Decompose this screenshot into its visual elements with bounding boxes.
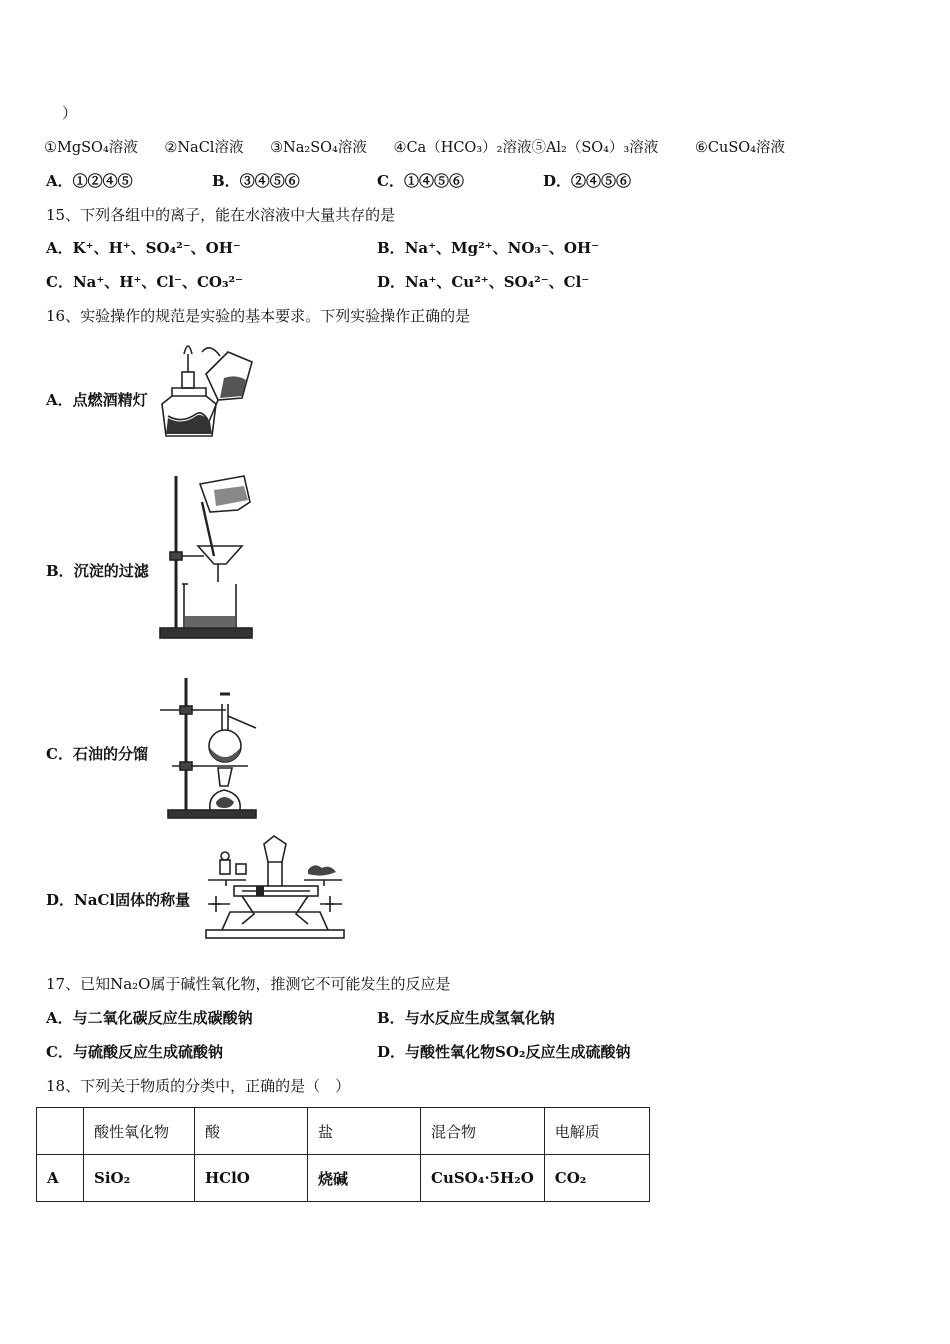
q14-option-a[interactable] [46, 170, 133, 191]
header-cell: 电解质 [544, 1108, 649, 1155]
table-row [37, 1155, 650, 1202]
q16-option-b[interactable] [46, 560, 149, 581]
q15-option-c[interactable] [46, 271, 243, 292]
q14-items [44, 136, 785, 157]
q17-option-b[interactable] [377, 1007, 555, 1028]
option-text: Na⁺、H⁺、Cl⁻、CO₃²⁻ [72, 273, 244, 291]
q15-option-b[interactable] [377, 237, 599, 258]
option-text: ①④⑤⑥ [403, 172, 464, 190]
q17-option-d[interactable] [377, 1041, 631, 1062]
option-label: D． [543, 172, 572, 190]
q15-option-d[interactable] [377, 271, 589, 292]
distillation-figure [158, 676, 262, 820]
option-label: A． [46, 391, 73, 409]
option-label: D． [377, 1043, 406, 1061]
option-text: 与硫酸反应生成硫酸钠 [72, 1043, 223, 1061]
header-cell: 酸 [195, 1108, 308, 1155]
option-label: A． [46, 239, 73, 257]
header-cell: 混合物 [421, 1108, 545, 1155]
option-label: B． [377, 239, 405, 257]
option-label: A． [46, 172, 73, 190]
option-label: C． [377, 172, 404, 190]
option-text: Na⁺、Cu²⁺、SO₄²⁻、Cl⁻ [405, 273, 590, 291]
q15-option-a[interactable] [46, 237, 241, 258]
q14-item: ①MgSO₄溶液 [44, 140, 138, 156]
header-cell: 酸性氧化物 [84, 1108, 195, 1155]
option-label: B． [377, 1009, 405, 1027]
q16-option-a[interactable] [46, 389, 148, 410]
table-header-row [37, 1108, 650, 1155]
table-cell: 烧碱 [308, 1155, 421, 1202]
q14-option-d[interactable] [543, 170, 631, 191]
table-cell: HClO [195, 1155, 308, 1202]
option-text: K⁺、H⁺、SO₄²⁻、OH⁻ [72, 239, 241, 257]
header-cell: 盐 [308, 1108, 421, 1155]
alcohol-lamp-lighting-figure [158, 334, 256, 440]
q14-option-b[interactable] [212, 170, 300, 191]
table-cell: A [37, 1155, 84, 1202]
q14-item: ⑥CuSO₄溶液 [694, 140, 785, 156]
option-label: C． [46, 1043, 73, 1061]
table-cell: CuSO₄·5H₂O [421, 1155, 545, 1202]
option-text: 与二氧化碳反应生成碳酸钠 [72, 1009, 253, 1027]
q14-option-c[interactable] [377, 170, 464, 191]
option-label: C． [46, 273, 73, 291]
option-text: ①②④⑤ [72, 172, 133, 190]
q15-stem: 15、下列各组中的离子，能在水溶液中大量共存的是 [46, 206, 396, 224]
q14-item: ②NaCl溶液 [164, 140, 244, 156]
option-text: 沉淀的过滤 [73, 562, 149, 580]
q14-item: ③Na₂SO₄溶液 [270, 140, 367, 156]
q16-option-c[interactable] [46, 743, 148, 764]
option-text: 与水反应生成氢氧化钠 [404, 1009, 555, 1027]
option-text: 与酸性氧化物SO₂反应生成硫酸钠 [405, 1043, 631, 1061]
table-cell: CO₂ [544, 1155, 649, 1202]
option-text: Na⁺、Mg²⁺、NO₃⁻、OH⁻ [404, 239, 600, 257]
q17-option-c[interactable] [46, 1041, 223, 1062]
q14-tail: ） [62, 104, 78, 122]
q17-stem: 17、已知Na₂O属于碱性氧化物，推测它不可能发生的反应是 [46, 975, 451, 993]
option-label: C． [46, 745, 73, 763]
q17-option-a[interactable] [46, 1007, 253, 1028]
classification-table [36, 1107, 650, 1202]
q18-stem: 18、下列关于物质的分类中，正确的是（ ） [46, 1077, 351, 1095]
option-label: A． [46, 1009, 73, 1027]
option-label: B． [212, 172, 240, 190]
option-text: ②④⑤⑥ [571, 172, 632, 190]
q16-option-d[interactable] [46, 889, 190, 910]
balance-scale-figure [202, 834, 348, 940]
header-cell [37, 1108, 84, 1155]
option-label: D． [377, 273, 406, 291]
option-text: 点燃酒精灯 [72, 391, 148, 409]
option-label: B． [46, 562, 74, 580]
option-text: ③④⑤⑥ [239, 172, 300, 190]
filtration-figure [158, 472, 256, 640]
table-cell: SiO₂ [84, 1155, 195, 1202]
q14-item: ④Ca（HCO₃）₂溶液⑤Al₂（SO₄）₃溶液 [393, 140, 659, 156]
q16-stem: 16、实验操作的规范是实验的基本要求。下列实验操作正确的是 [46, 307, 471, 325]
option-label: D． [46, 891, 75, 909]
option-text: NaCl固体的称量 [74, 891, 191, 909]
option-text: 石油的分馏 [72, 745, 148, 763]
